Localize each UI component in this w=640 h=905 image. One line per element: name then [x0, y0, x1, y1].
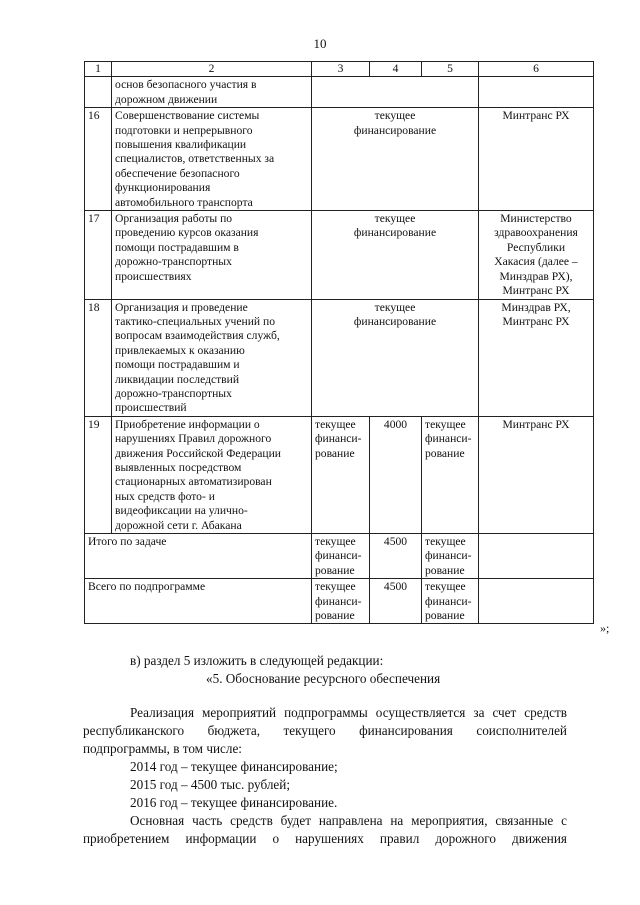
financing-2014-cell: текущее финанси- рование: [312, 579, 370, 624]
row-number: 18: [85, 299, 112, 416]
executor-cell: Министерство здравоохранения Республики Хакасия (далее – Минздрав РХ), Минтранс РХ: [479, 211, 594, 299]
measure-text: Приобретение информации о нарушениях Правил дорожного движения Российской Федерации выявленных посредством стационарных автоматизирован ных средств фото- и видеофиксации на улично- дорожной сети г. Абакана: [112, 416, 312, 533]
amount-2015-cell: 4500: [370, 534, 422, 579]
executor-cell: Минтранс РХ: [479, 108, 594, 211]
totals-row: [85, 534, 594, 579]
row-number: 16: [85, 108, 112, 211]
financing-2016-cell: текущее финанси- рование: [422, 579, 479, 624]
paragraph-line: приобретением информации о нарушениях правил дорожного движения: [83, 831, 567, 846]
totals-label: Итого по задаче: [85, 534, 312, 579]
row-number: 19: [85, 416, 112, 533]
column-header: 2: [112, 62, 312, 77]
measure-text: основ безопасного участия в дорожном движении: [112, 77, 312, 108]
year-line: 2014 год – текущее финансирование;: [130, 759, 338, 774]
measure-text: Организация работы по проведению курсов оказания помощи пострадавшим в дорожно-транспортных происшествиях: [112, 211, 312, 299]
column-header: 4: [370, 62, 422, 77]
table-row: [85, 299, 594, 416]
column-header: 6: [479, 62, 594, 77]
column-header: 1: [85, 62, 112, 77]
totals-row: [85, 579, 594, 624]
financing-2014-cell: текущее финанси- рование: [312, 416, 370, 533]
year-line: 2016 год – текущее финансирование.: [130, 795, 338, 810]
table-row: [85, 211, 594, 299]
measure-text: Совершенствование системы подготовки и непрерывного повышения квалификации специалистов, ответственных за обеспечение безопасного функционирования автомобильного транспорта: [112, 108, 312, 211]
amendment-item: в) раздел 5 изложить в следующей редакции:: [130, 653, 384, 668]
year-line: 2015 год – 4500 тыс. рублей;: [130, 777, 290, 792]
table-row: [85, 108, 594, 211]
executor-cell: Минздрав РХ, Минтранс РХ: [479, 299, 594, 416]
amount-2015-cell: 4000: [370, 416, 422, 533]
page-number: 10: [313, 36, 327, 51]
section-title: «5. Обоснование ресурсного обеспечения: [206, 671, 441, 686]
paragraph-line: республиканского бюджета, текущего финансирования соисполнителей: [83, 723, 567, 738]
row-number: 17: [85, 211, 112, 299]
financing-cell: текущее финансирование: [312, 211, 479, 299]
measure-text: Организация и проведение тактико-специальных учений по вопросам взаимодействия служб, привлекаемых к оказанию помощи пострадавшим и ликвидации последствий дорожно-транспортных происшествий: [112, 299, 312, 416]
table-row: [85, 416, 594, 533]
table-header-row: [85, 62, 594, 77]
amount-2015-cell: 4500: [370, 579, 422, 624]
financing-2014-cell: текущее финанси- рование: [312, 534, 370, 579]
paragraph-line: Основная часть средств будет направлена на мероприятия, связанные с: [130, 813, 567, 828]
totals-label: Всего по подпрограмме: [85, 579, 312, 624]
financing-cell: текущее финансирование: [312, 108, 479, 211]
program-measures-table: [84, 61, 594, 624]
paragraph-line: Реализация мероприятий подпрограммы осуществляется за счет средств: [130, 705, 567, 720]
column-header: 5: [422, 62, 479, 77]
financing-2016-cell: текущее финанси- рование: [422, 416, 479, 533]
column-header: 3: [312, 62, 370, 77]
closing-quote-mark: »;: [600, 621, 610, 635]
executor-cell: Минтранс РХ: [479, 416, 594, 533]
paragraph-line: подпрограммы, в том числе:: [83, 741, 242, 756]
table-row: [85, 77, 594, 108]
financing-cell: текущее финансирование: [312, 299, 479, 416]
financing-2016-cell: текущее финанси- рование: [422, 534, 479, 579]
